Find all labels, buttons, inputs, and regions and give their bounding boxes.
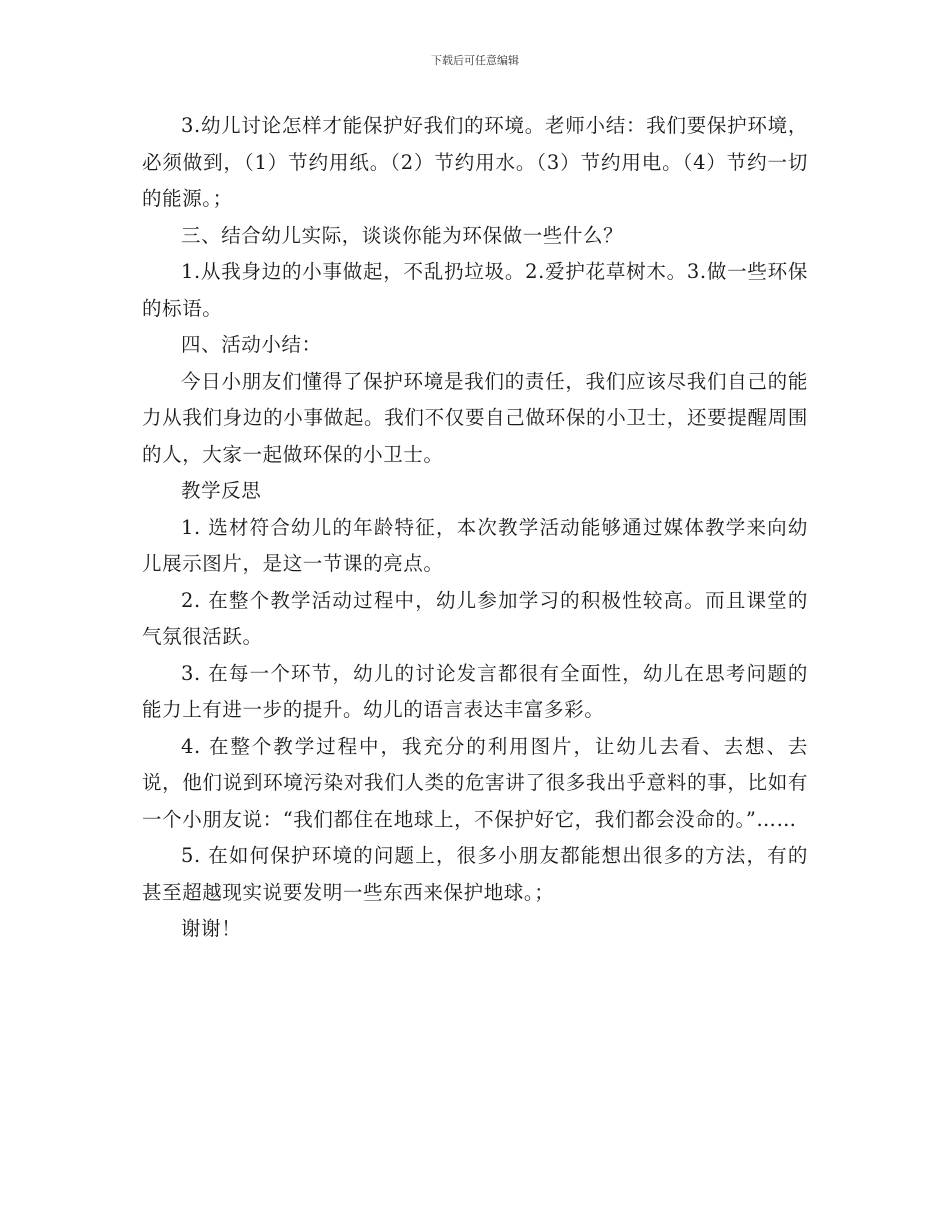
section-heading-three: 三、结合幼儿实际，谈谈你能为环保做一些什么？ [181, 223, 624, 247]
page-header: 下载后可任意编辑 [431, 54, 519, 67]
paragraph-small-actions: 1.从我身边的小事做起，不乱扔垃圾。2.爱护花草树木。3.做一些环保的标语。 [142, 260, 808, 320]
reflection-item-1: 1. 选材符合幼儿的年龄特征，本次教学活动能够通过媒体教学来向幼儿展示图片，是这一节课的亮点。 [142, 515, 808, 575]
reflection-item-2: 2. 在整个教学活动过程中，幼儿参加学习的积极性较高。而且课堂的气氛很活跃。 [142, 588, 808, 648]
section-heading-reflection: 教学反思 [181, 479, 262, 502]
reflection-item-3: 3. 在每一个环节，幼儿的讨论发言都很有全面性，幼儿在思考问题的能力上有进一步的提升。幼儿的语言表达丰富多彩。 [142, 661, 808, 721]
paragraph-environment-discussion: 3.幼儿讨论怎样才能保护好我们的环境。老师小结：我们要保护环境，必须做到，（1）节约用纸。（2）节约用水。（3）节约用电。（4）节约一切的能源。； [142, 114, 808, 210]
paragraph-activity-summary: 今日小朋友们懂得了保护环境是我们的责任，我们应该尽我们自己的能力从我们身边的小事做起。我们不仅要自己做环保的小卫士，还要提醒周围的人，大家一起做环保的小卫士。 [142, 369, 808, 466]
reflection-item-4: 4. 在整个教学过程中，我充分的利用图片，让幼儿去看、去想、去说，他们说到环境污染对我们人类的危害讲了很多我出乎意料的事，比如有一个小朋友说：“我们都住在地球上，不保护好它，我们都会没命的。”…… [142, 734, 808, 831]
document-body [142, 108, 808, 948]
closing-thanks: 谢谢！ [181, 917, 242, 940]
reflection-item-5: 5. 在如何保护环境的问题上，很多小朋友都能想出很多的方法，有的甚至超越现实说要发明一些东西来保护地球。； [142, 844, 808, 904]
section-heading-four: 四、活动小结： [181, 333, 322, 356]
